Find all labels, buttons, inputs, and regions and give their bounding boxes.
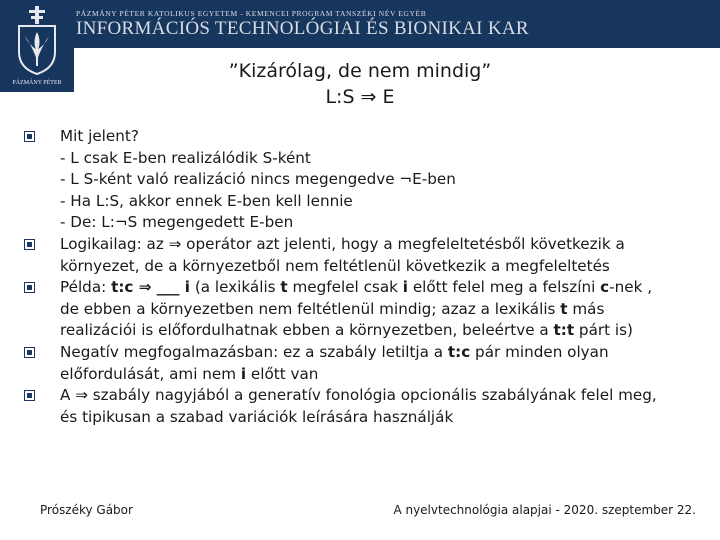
- bullet-text: előfordulását, ami nem i előtt van: [60, 364, 319, 383]
- header-bar: [0, 0, 720, 48]
- bullet-text: Logikailag: az ⇒ operátor azt jelenti, hogy a megfeleltetésből következik a: [60, 234, 625, 253]
- faculty-name: INFORMÁCIÓS TECHNOLÓGIAI ÉS BIONIKAI KAR: [76, 18, 529, 39]
- bullet-text: realizációi is előfordulhatnak ebben a környezetben, beleértve a t:t párt is): [60, 321, 633, 340]
- crest-icon: [6, 4, 68, 88]
- checkbox-bullet-icon: [24, 282, 35, 293]
- bullet-item: [22, 277, 712, 342]
- slide-title: [150, 58, 570, 110]
- footer-course-date: A nyelvtechnológia alapjai - 2020. szeptember 22.: [393, 503, 696, 517]
- bullet-text: de ebben a környezetben nem feltétlenül mindig; azaz a lexikális t más: [60, 299, 605, 318]
- checkbox-bullet-icon: [24, 131, 35, 142]
- bullet-item: [22, 234, 712, 277]
- sub-item: - De: L:¬S megengedett E-ben: [60, 213, 294, 232]
- bullet-text: Mit jelent?: [60, 127, 139, 145]
- checkbox-bullet-icon: [24, 390, 35, 401]
- sub-item: - L csak E-ben realizálódik S-ként: [60, 148, 311, 167]
- title-line-2: L:S ⇒ E: [325, 86, 395, 108]
- bullet-item: [22, 342, 712, 385]
- bullet-item: [22, 385, 712, 428]
- sub-item: - L S-ként való realizáció nincs megengedve ¬E-ben: [60, 170, 456, 189]
- bullet-text: és tipikusan a szabad variációk leírására használják: [60, 407, 454, 426]
- university-logo: [0, 0, 74, 92]
- bullet-text: A ⇒ szabály nagyjából a generatív fonológia opcionális szabályának felel meg,: [60, 386, 657, 405]
- bullet-list: [22, 126, 712, 428]
- checkbox-bullet-icon: [24, 239, 35, 250]
- footer-author: Prószéky Gábor: [40, 503, 133, 517]
- bullet-text: Negatív megfogalmazásban: ez a szabály letiltja a t:c pár minden olyan: [60, 342, 609, 361]
- checkbox-bullet-icon: [24, 347, 35, 358]
- bullet-text: környezet, de a környezetből nem feltétlenül következik a megfeleltetés: [60, 256, 610, 275]
- university-name: PÁZMÁNY PÉTER KATOLIKUS EGYETEM - KEMENCEI PROGRAM TANSZÉKI NÉV EGYÉB: [76, 9, 427, 18]
- bullet-text: Példa: t:c ⇒ ___ i (a lexikális t megfelel csak i előtt felel meg a felszíni c-nek ,: [60, 278, 653, 297]
- svg-text:PÁZMÁNY PÉTER: PÁZMÁNY PÉTER: [12, 80, 62, 86]
- bullet-item: [22, 126, 712, 234]
- title-line-1: ”Kizárólag, de nem mindig”: [228, 60, 492, 82]
- sub-item: - Ha L:S, akkor ennek E-ben kell lennie: [60, 191, 353, 210]
